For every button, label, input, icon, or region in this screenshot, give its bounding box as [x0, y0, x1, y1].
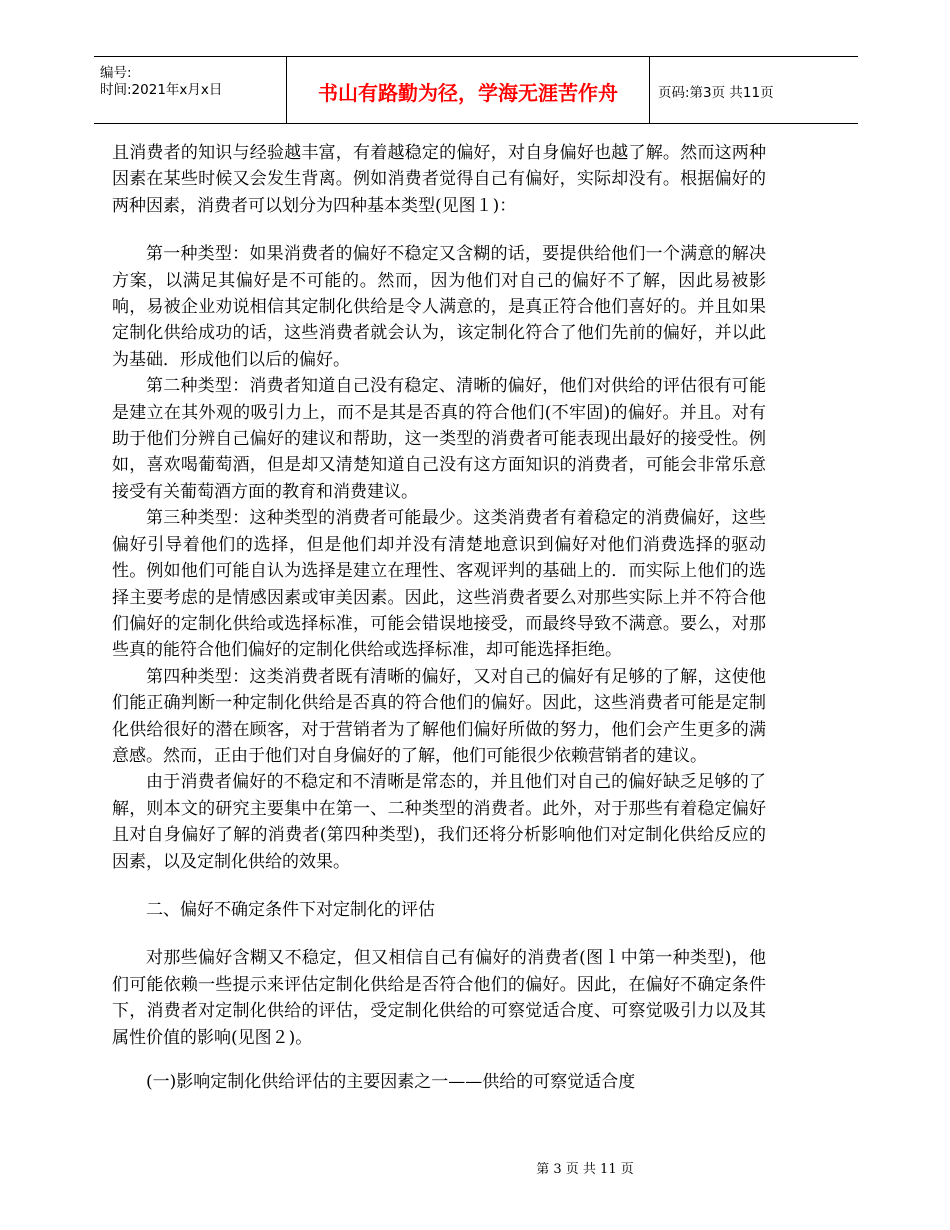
motto-text: 书山有路勤为径，学海无涯苦作舟 [318, 81, 618, 105]
header-motto-cell [286, 57, 650, 123]
paragraph-type-2: 第二种类型：消费者知道自己没有稳定、清晰的偏好，他们对供给的评估很有可能是建立在其外观的吸引力上，而不是其是否真的符合他们(不牢固)的偏好。并且。对有助于他们分辨自己偏好的建议和帮助，这一类型的消费者可能表现出最好的接受性。例如，喜欢喝葡萄酒，但是却又清楚知道自己没有这方面知识的消费者，可能会非常乐意接受有关葡萄酒方面的教育和消费建议。 [112, 376, 766, 502]
page-footer: 第 3 页 共 11 页 [536, 1162, 634, 1177]
subsection-heading: (一)影响定制化供给评估的主要因素之一——供给的可察觉适合度 [146, 1072, 636, 1092]
section-heading: 二、偏好不确定条件下对定制化的评估 [146, 899, 435, 920]
paragraph-type-1: 第一种类型：如果消费者的偏好不稳定又含糊的话，要提供给他们一个满意的解决方案，以满足其偏好是不可能的。然而，因为他们对自己的偏好不了解，因此易被影响，易被企业劝说相信其定制化供给是令人满意的，是真正符合他们喜好的。并且如果定制化供给成功的话，这些消费者就会认为，该定制化符合了他们先前的偏好，并以此为基础．形成他们以后的偏好。 [112, 244, 766, 370]
page-header [94, 56, 858, 124]
paragraph-section-intro: 对那些偏好含糊又不稳定，但又相信自己有偏好的消费者(图ｌ中第一种类型)，他们可能依赖一些提示来评估定制化供给是否符合他们的偏好。因此，在偏好不确定条件下，消费者对定制化供给的评估，受定制化供给的可察觉适合度、可察觉吸引力以及其属性价值的影响(见图２)。 [112, 948, 766, 1048]
document-body [112, 140, 766, 1095]
paragraph-type-3: 第三种类型：这种类型的消费者可能最少。这类消费者有着稳定的消费偏好，这些偏好引导着他们的选择，但是他们却并没有清楚地意识到偏好对他们消费选择的驱动性。例如他们可能自认为选择是建立在理性、客观评判的基础上的．而实际上他们的选择主要考虑的是情感因素或审美因素。因此，这些消费者要么对那些实际上并不符合他们偏好的定制化供给或选择标准，可能会错误地接受，而最终导致不满意。要么，对那些真的能符合他们偏好的定制化供给或选择标准，却可能选择拒绝。 [112, 508, 766, 661]
page-number-label: 页码:第3页 共11页 [658, 85, 774, 101]
header-page-cell [650, 57, 858, 123]
number-label: 编号: [100, 65, 132, 81]
paragraph-summary: 由于消费者偏好的不稳定和不清晰是常态的，并且他们对自己的偏好缺乏足够的了解，则本文的研究主要集中在第一、二种类型的消费者。此外，对于那些有着稳定偏好且对自身偏好了解的消费者(第四种类型)，我们还将分析影响他们对定制化供给反应的因素，以及定制化供给的效果。 [112, 772, 766, 872]
paragraph-intro: 且消费者的知识与经验越丰富，有着越稳定的偏好，对自身偏好也越了解。然而这两种因素在某些时候又会发生背离。例如消费者觉得自己有偏好，实际却没有。根据偏好的两种因素，消费者可以划分为四种基本类型(见图１)： [112, 143, 766, 216]
time-label: 时间:2021年x月x日 [100, 82, 223, 98]
header-info-cell [94, 57, 286, 123]
paragraph-type-4: 第四种类型：这类消费者既有清晰的偏好，又对自己的偏好有足够的了解，这使他们能正确判断一种定制化供给是否真的符合他们的偏好。因此，这些消费者可能是定制化供给很好的潜在顾客，对于营销者为了解他们偏好所做的努力，他们会产生更多的满意感。然而，正由于他们对自身偏好的了解，他们可能很少依赖营销者的建议。 [112, 666, 766, 766]
